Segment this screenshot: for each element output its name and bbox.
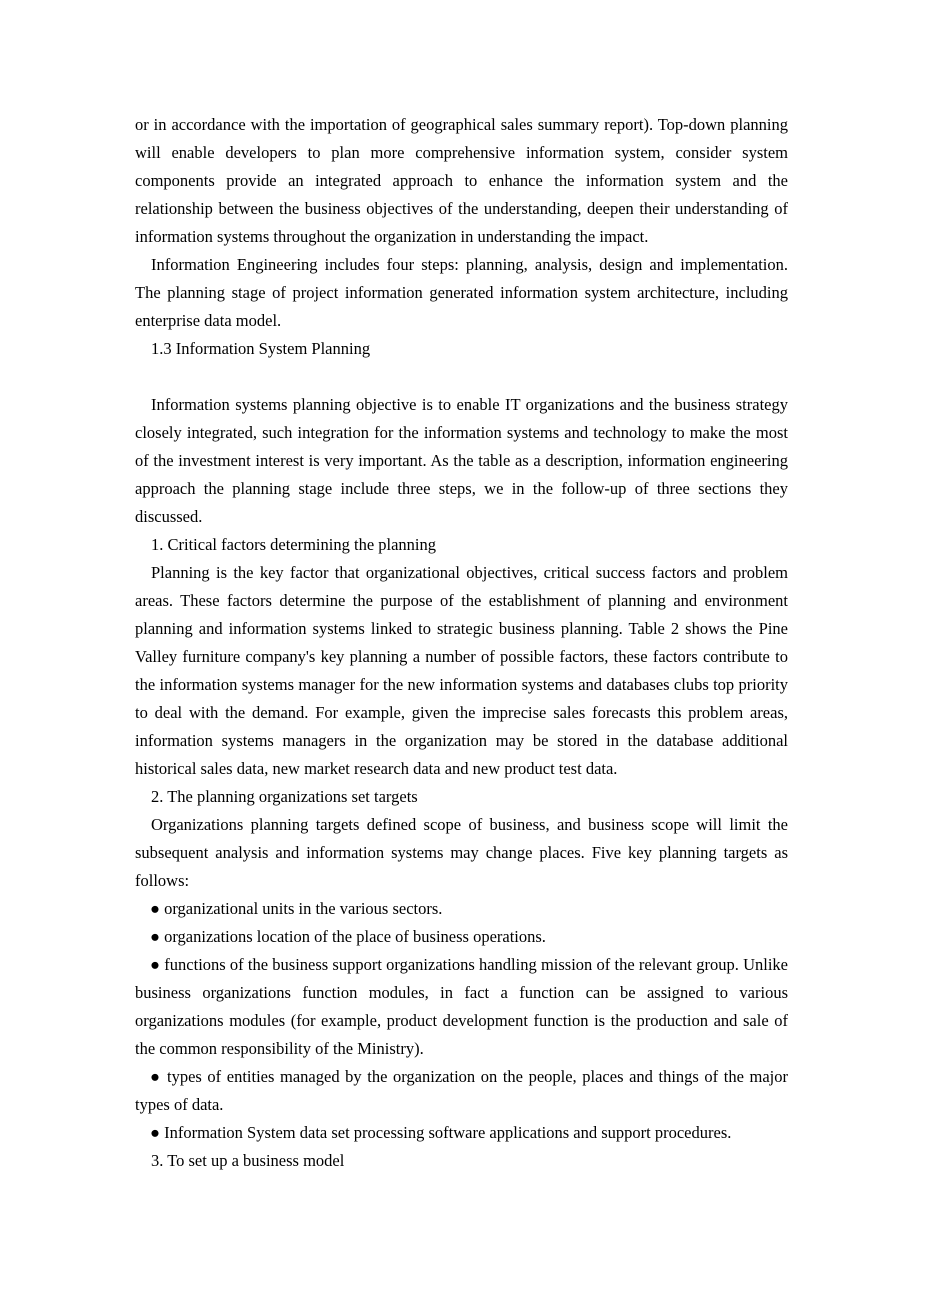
bullet-entity-types: ● types of entities managed by the organization on the people, places and things of the major types of data. [135, 1067, 788, 1114]
paragraph-planning-targets-scope: Organizations planning targets defined scope of business, and business scope will limit the subsequent analysis and information systems may change places. Five key planning targets as follows: [135, 815, 788, 890]
paragraph-topdown-planning: or in accordance with the importation of geographical sales summary report). Top-down planning will enable developers to plan more comprehensive information system, consider system components provide an integrated approach to enhance the information system and the relationship between the business objectives of the understanding, deepen their understanding of information systems throughout the organization in understanding the impact. [135, 115, 788, 246]
paragraph-information-engineering-steps: Information Engineering includes four steps: planning, analysis, design and implementation. The planning stage of project information generated information system architecture, including enterprise data model. [135, 255, 788, 330]
bullet-organizations-location: ● organizations location of the place of business operations. [150, 927, 546, 946]
blank-line [135, 363, 788, 391]
heading-step-3-business-model: 3. To set up a business model [151, 1151, 345, 1170]
heading-step-2-set-targets: 2. The planning organizations set targets [151, 787, 418, 806]
paragraph-isp-objective: Information systems planning objective is to enable IT organizations and the business strategy closely integrated, such integration for the information systems and technology to make the most of the investment interest is very important. As the table as a description, information engineering approach the planning stage include three steps, we in the follow-up of three sections they discussed. [135, 395, 788, 526]
document-body [135, 111, 788, 1175]
heading-1-3-information-system-planning: 1.3 Information System Planning [151, 339, 371, 358]
bullet-business-support-functions: ● functions of the business support organizations handling mission of the relevant group. Unlike business organizations function modules, in fact a function can be assigned to various organizations modules (for example, product development function is the production and sale of the common responsibility of the Ministry). [135, 955, 788, 1058]
heading-step-1-critical-factors: 1. Critical factors determining the planning [151, 535, 437, 554]
bullet-organizational-units: ● organizational units in the various sectors. [150, 899, 443, 918]
paragraph-planning-key-factors: Planning is the key factor that organizational objectives, critical success factors and problem areas. These factors determine the purpose of the establishment of planning and environment planning and information systems linked to strategic business planning. Table 2 shows the Pine Valley furniture company's key planning a number of possible factors, these factors contribute to the information systems manager for the new information systems and databases clubs top priority to deal with the demand. For example, given the imprecise sales forecasts this problem areas, information systems managers in the organization may be stored in the database additional historical sales data, new market research data and new product test data. [135, 563, 788, 778]
bullet-data-set-processing: ● Information System data set processing software applications and support procedures. [150, 1123, 732, 1142]
